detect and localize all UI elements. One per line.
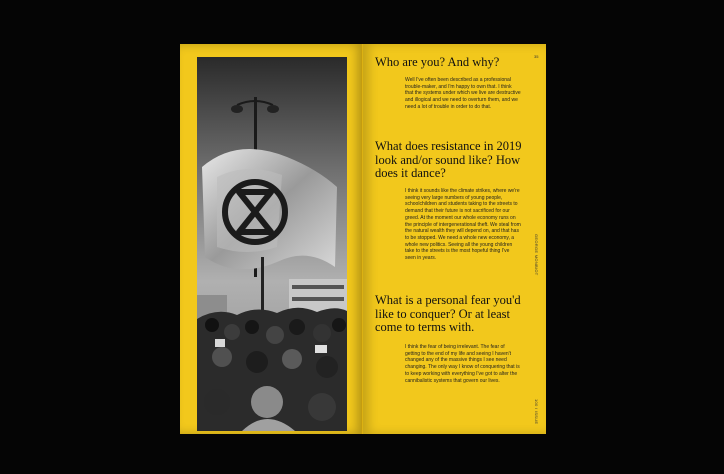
question-1: Who are you? And why? [375, 55, 500, 69]
protest-photo [197, 57, 347, 431]
open-booklet [180, 44, 546, 434]
answer-2: I think it sounds like the climate strikes, where we're seeing very large numbers of young people, schoolchildren and students taking to the streets to demand that their future is not sacrificed for our greed. At the moment our whole economy runs on the principle of intergenerational theft. We steal from the natural wealth they will depend on, and that has to be stopped. We need a whole new economy, a whole new politics. Seeing all the young children take to the streets is the most hopeful thing I've seen in years. [405, 188, 521, 262]
issue-footer-label: 100 / ISSUE [534, 399, 539, 425]
right-page [363, 44, 546, 434]
question-3: What is a personal fear you'd like to conquer? Or at least come to terms with. [375, 293, 521, 334]
photo-protest-flag-icon [197, 57, 347, 431]
page-number: 35 [534, 54, 539, 59]
author-side-label: GEORGE MONBIOT [534, 234, 539, 276]
question-2: What does resistance in 2019 look and/or sound like? How does it dance? [375, 139, 522, 180]
answer-3: I think the fear of being irrelevant. The fear of getting to the end of my life and seeing I haven't changed any of the massive things I see need changing. The only way I know of conquering that is to keep working with everything I've got to alter the cannibalistic systems that govern our lives. [405, 344, 520, 384]
left-page [180, 44, 363, 434]
answer-1: Well I've often been described as a professional trouble-maker, and I'm happy to own that. I think that the systems under which we live are destructive and illogical and we need to overturn them, and we need a lot of trouble in order to do that. [405, 77, 521, 110]
